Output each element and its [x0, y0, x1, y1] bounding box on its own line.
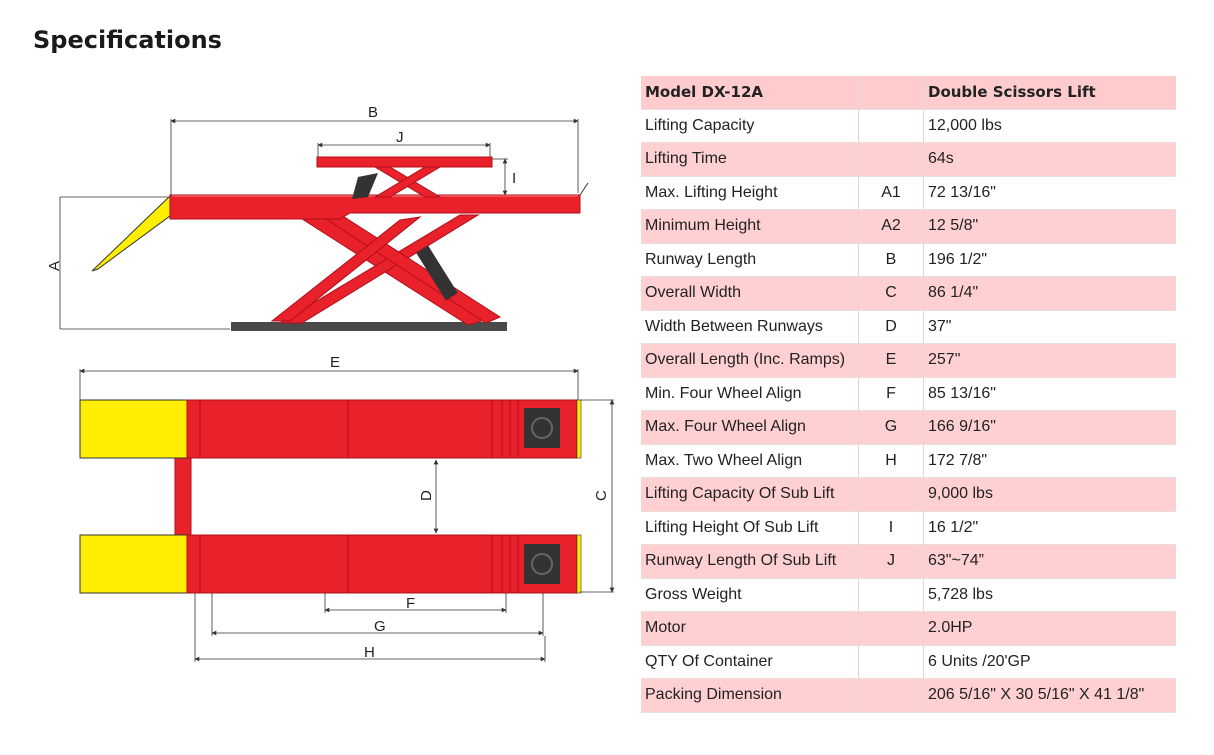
spec-code-cell: I: [859, 511, 924, 545]
spec-model-cell: Model DX-12A: [641, 76, 859, 109]
spec-name-cell: Packing Dimension: [641, 679, 859, 713]
spec-row: [641, 344, 1176, 378]
spec-code-cell: D: [859, 310, 924, 344]
dim-label-a: A: [46, 260, 63, 271]
side-view: [46, 104, 588, 331]
spec-code-cell: [859, 76, 924, 109]
spec-code-cell: [859, 645, 924, 679]
spec-name-cell: Lifting Time: [641, 143, 859, 177]
top-runway: [80, 400, 581, 458]
spec-code-cell: G: [859, 411, 924, 445]
spec-row: [641, 210, 1176, 244]
spec-row: [641, 143, 1176, 177]
spec-code-cell: [859, 612, 924, 646]
dim-label-c: C: [593, 490, 610, 501]
spec-value-cell: 206 5/16" X 30 5/16" X 41 1/8": [924, 679, 1177, 713]
spec-value-cell: 6 Units /20'GP: [924, 645, 1177, 679]
spec-code-cell: [859, 478, 924, 512]
spec-row: [641, 511, 1176, 545]
spec-value-cell: 37": [924, 310, 1177, 344]
spec-code-cell: [859, 109, 924, 143]
spec-name-cell: Motor: [641, 612, 859, 646]
spec-type-cell: Double Scissors Lift: [924, 76, 1177, 109]
spec-code-cell: B: [859, 243, 924, 277]
spec-row: [641, 679, 1176, 713]
spec-value-cell: 196 1/2": [924, 243, 1177, 277]
spec-code-cell: [859, 578, 924, 612]
spec-value-cell: 63"~74”: [924, 545, 1177, 579]
spec-name-cell: Max. Four Wheel Align: [641, 411, 859, 445]
spec-row: [641, 645, 1176, 679]
spec-name-cell: Lifting Height Of Sub Lift: [641, 511, 859, 545]
spec-code-cell: J: [859, 545, 924, 579]
dim-label-e: E: [330, 354, 341, 371]
spec-value-cell: 172 7/8": [924, 444, 1177, 478]
spec-name-cell: Overall Width: [641, 277, 859, 311]
main-scissors: [272, 210, 500, 325]
spec-value-cell: 64s: [924, 143, 1177, 177]
spec-value-cell: 86 1/4": [924, 277, 1177, 311]
spec-row: [641, 578, 1176, 612]
spec-code-cell: H: [859, 444, 924, 478]
spec-value-cell: 2.0HP: [924, 612, 1177, 646]
dim-label-h: H: [364, 644, 375, 661]
spec-value-cell: 12,000 lbs: [924, 109, 1177, 143]
dim-label-j: J: [396, 129, 404, 146]
spec-row: [641, 377, 1176, 411]
spec-header-row: [641, 76, 1176, 109]
spec-code-cell: [859, 679, 924, 713]
spec-value-cell: 72 13/16": [924, 176, 1177, 210]
spec-code-cell: A2: [859, 210, 924, 244]
spec-name-cell: Minimum Height: [641, 210, 859, 244]
page-title: Specifications: [33, 26, 222, 54]
spec-row: [641, 243, 1176, 277]
top-view: [80, 354, 614, 662]
dim-label-b: B: [368, 104, 379, 121]
spec-name-cell: Max. Lifting Height: [641, 176, 859, 210]
spec-name-cell: Max. Two Wheel Align: [641, 444, 859, 478]
spec-row: [641, 277, 1176, 311]
spec-row: [641, 612, 1176, 646]
spec-value-cell: 85 13/16": [924, 377, 1177, 411]
sub-lift-table: [317, 157, 492, 167]
spec-name-cell: Overall Length (Inc. Ramps): [641, 344, 859, 378]
spec-code-cell: [859, 143, 924, 177]
sub-scissors: [352, 167, 440, 199]
spec-code-cell: C: [859, 277, 924, 311]
spec-value-cell: 16 1/2": [924, 511, 1177, 545]
spec-row: [641, 478, 1176, 512]
bottom-runway: [80, 535, 581, 593]
spec-name-cell: Runway Length Of Sub Lift: [641, 545, 859, 579]
spec-row: [641, 411, 1176, 445]
spec-row: [641, 545, 1176, 579]
spec-value-cell: 5,728 lbs: [924, 578, 1177, 612]
spec-row: [641, 176, 1176, 210]
spec-value-cell: 12 5/8": [924, 210, 1177, 244]
spec-code-cell: A1: [859, 176, 924, 210]
side-runway: [170, 195, 580, 219]
spec-name-cell: Lifting Capacity: [641, 109, 859, 143]
spec-name-cell: Runway Length: [641, 243, 859, 277]
side-ramp: [92, 196, 174, 271]
spec-name-cell: QTY Of Container: [641, 645, 859, 679]
spec-table: [641, 76, 1176, 713]
spec-row: [641, 444, 1176, 478]
spec-code-cell: E: [859, 344, 924, 378]
spec-value-cell: 166 9/16": [924, 411, 1177, 445]
cross-beam: [175, 455, 191, 539]
spec-value-cell: 257": [924, 344, 1177, 378]
lift-diagram: [40, 95, 630, 675]
dim-label-i: I: [512, 170, 517, 187]
spec-name-cell: Min. Four Wheel Align: [641, 377, 859, 411]
dim-label-g: G: [374, 618, 386, 635]
spec-code-cell: F: [859, 377, 924, 411]
spec-row: [641, 310, 1176, 344]
dim-label-f: F: [406, 595, 416, 612]
spec-value-cell: 9,000 lbs: [924, 478, 1177, 512]
spec-name-cell: Lifting Capacity Of Sub Lift: [641, 478, 859, 512]
spec-name-cell: Gross Weight: [641, 578, 859, 612]
lift-diagram-svg: [40, 95, 630, 675]
spec-name-cell: Width Between Runways: [641, 310, 859, 344]
dim-label-d: D: [418, 490, 435, 501]
spec-row: [641, 109, 1176, 143]
